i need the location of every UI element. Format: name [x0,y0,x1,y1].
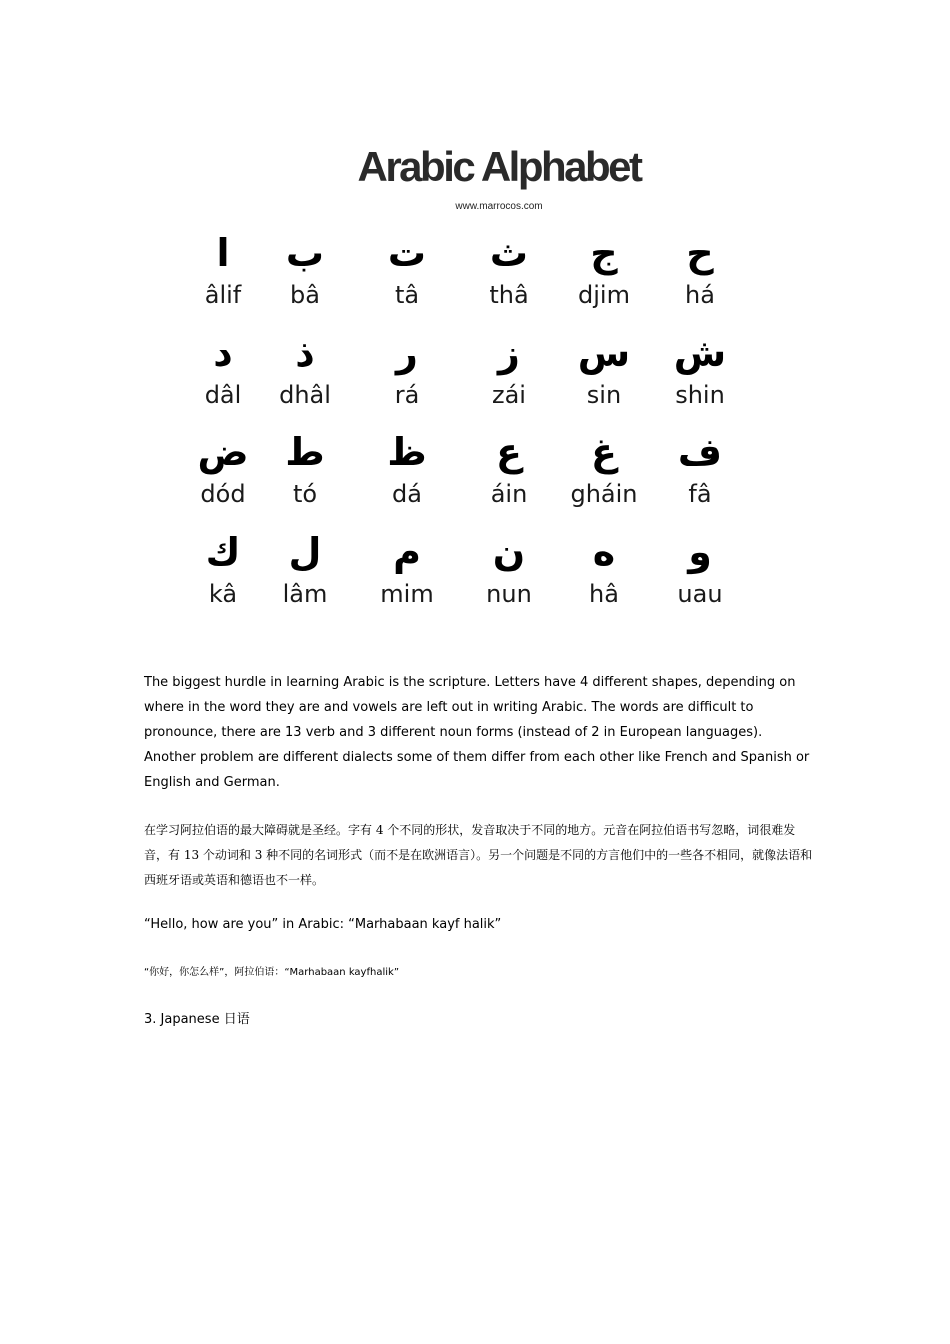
arabic-letter-glyph: ذ [295,330,315,375]
arabic-letter-glyph: ر [396,330,418,375]
arabic-letter-glyph: ث [489,231,529,275]
arabic-letter-glyph: ع [496,430,522,474]
letter-cell [190,526,256,626]
letter-transliteration: kâ [208,579,238,608]
hello-phrase-chinese: “你好，你怎么样”，阿拉伯语：“Marhabaan kayfhalik” [144,967,399,978]
letter-cell [460,526,558,626]
paragraph-chinese: 在学习阿拉伯语的最大障碍就是圣经。字有 4 个不同的形状，发音取决于不同的地方。元音在阿拉伯语书写忽略，词很难发音，有 13 个动词和 3 种不同的名词形式（而不是在欧洲语言）。另一个问题是不同的方言他们中的一些各不相同，就像法语和西班牙语或英语和德语也不一样。 [144,823,813,887]
letter-transliteration: sin [586,380,622,409]
arabic-letter-glyph: ز [498,330,520,375]
arabic-letter-glyph: د [213,330,233,375]
letter-transliteration: lâm [282,579,328,608]
letter-transliteration: thâ [489,281,529,309]
letter-cell [190,426,256,526]
letter-cell [354,426,460,526]
letter-grid [190,227,770,625]
arabic-letter-glyph: غ [591,430,617,474]
letter-transliteration: bâ [290,281,320,309]
letter-transliteration: dâl [204,380,242,409]
letter-transliteration: âlif [204,281,242,309]
arabic-letter-glyph: ظ [387,430,427,474]
letter-transliteration: tó [292,480,318,508]
letter-cell [558,227,650,327]
arabic-letter-glyph: ض [197,430,249,474]
arabic-letter-glyph: ك [205,529,241,574]
arabic-letter-glyph: و [688,529,712,574]
arabic-letter-glyph: س [577,330,631,375]
arabic-letter-glyph: ب [285,231,325,275]
arabic-alphabet-figure [190,135,760,620]
arabic-letter-glyph: ط [285,430,325,474]
paragraph-english: The biggest hurdle in learning Arabic is the scripture. Letters have 4 different shapes, depending on where in the word they are and vowels are left out in writing Arabic. The words are difficult to pronounce, there are 13 verb and 3 different noun forms (instead of 2 in European languages). Another problem are different dialects some of them differ from each other like French and Spanish or English and German. [144,675,810,790]
letter-cell [650,227,750,327]
letter-transliteration: fâ [688,480,712,508]
letter-cell [460,227,558,327]
letter-transliteration: mim [380,579,434,608]
arabic-letter-glyph: ل [288,529,322,574]
figure-url: www.marrocos.com [455,201,543,212]
letter-transliteration: rá [394,380,420,409]
letter-cell [256,227,354,327]
letter-cell [256,426,354,526]
letter-transliteration: dá [392,480,422,508]
letter-transliteration: dód [200,480,246,508]
arabic-letter-glyph: ن [492,529,526,574]
arabic-letter-glyph: ت [387,231,427,275]
letter-cell [190,327,256,427]
letter-transliteration: áin [490,480,528,508]
hello-phrase-english: “Hello, how are you” in Arabic: “Marhabaan kayf halik” [144,917,502,932]
letter-transliteration: nun [486,579,532,608]
letter-cell [650,327,750,427]
letter-cell [190,227,256,327]
letter-cell [558,327,650,427]
letter-cell [650,426,750,526]
letter-transliteration: dhâl [279,380,331,409]
arabic-letter-glyph: ح [686,231,714,275]
letter-transliteration: há [685,281,715,309]
letter-cell [256,327,354,427]
arabic-letter-glyph: ف [677,430,723,474]
letter-transliteration: gháin [570,480,638,508]
letter-transliteration: djim [578,281,630,309]
letter-cell [354,327,460,427]
arabic-letter-glyph: ا [216,231,230,275]
section-heading-japanese: 3. Japanese 日语 [144,1012,250,1027]
letter-transliteration: hâ [589,579,619,608]
figure-title: Arabic Alphabet [357,143,641,190]
letter-transliteration: zái [492,380,526,409]
letter-cell [558,526,650,626]
letter-cell [460,327,558,427]
letter-cell [558,426,650,526]
letter-cell [354,526,460,626]
arabic-letter-glyph: ه [592,529,616,574]
letter-cell [256,526,354,626]
letter-cell [460,426,558,526]
letter-transliteration: shin [675,380,725,409]
arabic-letter-glyph: ش [673,330,727,375]
letter-transliteration: uau [677,579,723,608]
letter-transliteration: tâ [394,281,420,309]
letter-cell [354,227,460,327]
arabic-letter-glyph: ج [590,231,618,275]
letter-cell [650,526,750,626]
arabic-letter-glyph: م [393,529,421,574]
